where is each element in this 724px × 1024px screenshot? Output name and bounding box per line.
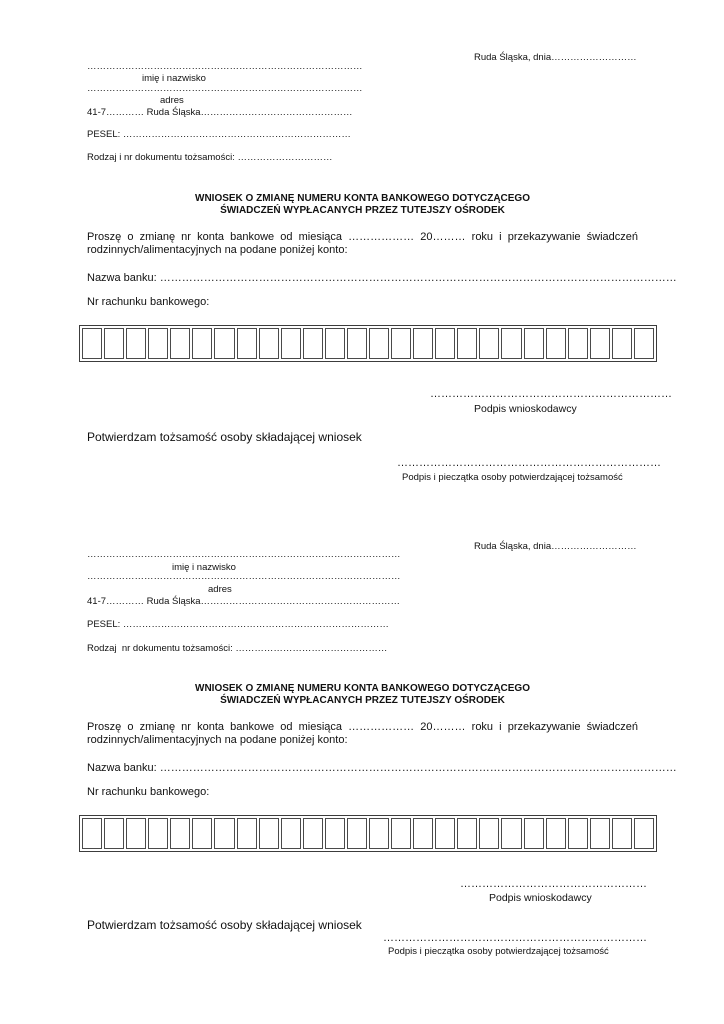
account-digit-box xyxy=(82,328,102,359)
bank-name-line: Nazwa banku: …………………………………………………………………………………………………………………………… xyxy=(87,272,677,284)
account-digit-box xyxy=(303,328,323,359)
postal-city-line: 41-7………… Ruda Śląska……………………………………………………… xyxy=(87,596,401,607)
account-digit-box xyxy=(369,818,389,849)
account-digit-box xyxy=(546,328,566,359)
account-digit-box xyxy=(259,328,279,359)
account-digit-box xyxy=(524,328,544,359)
account-digit-box xyxy=(170,818,190,849)
account-digit-box xyxy=(568,818,588,849)
account-digit-box xyxy=(634,818,654,849)
address-blank-line: …………………………………………………………………………… xyxy=(87,83,363,94)
account-digit-box xyxy=(369,328,389,359)
name-blank-line: ……………………………………………………………………………………… xyxy=(87,549,401,560)
account-digit-box xyxy=(501,818,521,849)
account-digit-box xyxy=(546,818,566,849)
account-number-grid xyxy=(79,325,657,362)
account-digit-box xyxy=(501,328,521,359)
name-caption: imię i nazwisko xyxy=(142,73,206,84)
bank-name-line: Nazwa banku: …………………………………………………………………………………………………………………………… xyxy=(87,762,677,774)
identity-confirmation-text: Potwierdzam tożsamość osoby składającej wniosek xyxy=(87,918,362,932)
account-digit-box xyxy=(479,328,499,359)
account-digit-box xyxy=(391,328,411,359)
form-title xyxy=(87,193,638,217)
address-caption: adres xyxy=(160,95,184,106)
name-blank-line: …………………………………………………………………………… xyxy=(87,61,363,72)
account-digit-box xyxy=(413,818,433,849)
account-digit-box xyxy=(126,818,146,849)
account-digit-box xyxy=(590,328,610,359)
account-digit-box xyxy=(237,328,257,359)
request-line: rodzinnych/alimentacyjnych na podane poniżej konto: xyxy=(87,733,348,746)
account-digit-box xyxy=(391,818,411,849)
account-digit-box xyxy=(192,328,212,359)
account-digit-box xyxy=(590,818,610,849)
postal-city-line: 41-7………… Ruda Śląska………………………………………… xyxy=(87,107,353,118)
account-digit-box xyxy=(325,328,345,359)
request-line: rodzinnych/alimentacyjnych na podane poniżej konto: xyxy=(87,243,348,256)
application-form-2 xyxy=(0,489,724,989)
account-digit-box xyxy=(457,328,477,359)
account-digit-box xyxy=(457,818,477,849)
account-number-grid xyxy=(79,815,657,852)
account-digit-box xyxy=(413,328,433,359)
address-caption: adres xyxy=(208,584,232,595)
account-digit-box xyxy=(568,328,588,359)
request-line: Proszę o zmianę nr konta bankowe od miesiąca ……………… 20……… roku i przekazywanie świadczeń xyxy=(87,231,638,243)
account-digit-box xyxy=(435,818,455,849)
account-digit-box xyxy=(104,328,124,359)
form-title-line: WNIOSEK O ZMIANĘ NUMERU KONTA BANKOWEGO DOTYCZĄCEGO xyxy=(195,683,530,694)
account-digit-box xyxy=(612,328,632,359)
confirmer-signature-caption: Podpis i pieczątka osoby potwierdzającej tożsamość xyxy=(402,472,623,483)
account-digit-box xyxy=(192,818,212,849)
form-title-line: ŚWIADCZEŃ WYPŁACANYCH PRZEZ TUTEJSZY OŚRODEK xyxy=(220,695,505,706)
form-title-line: WNIOSEK O ZMIANĘ NUMERU KONTA BANKOWEGO DOTYCZĄCEGO xyxy=(195,193,530,204)
confirmer-signature-caption: Podpis i pieczątka osoby potwierdzającej tożsamość xyxy=(388,946,609,957)
account-digit-box xyxy=(281,328,301,359)
applicant-signature-line: ………………………………………………………… xyxy=(430,388,672,400)
account-digit-box xyxy=(82,818,102,849)
request-paragraph xyxy=(87,231,638,256)
request-line: Proszę o zmianę nr konta bankowe od miesiąca ……………… 20……… roku i przekazywanie świadczeń xyxy=(87,721,638,733)
account-number-label: Nr rachunku bankowego: xyxy=(87,296,210,308)
account-digit-box xyxy=(259,818,279,849)
id-document-line: Rodzaj nr dokumentu tożsamości: ………………………………………… xyxy=(87,643,388,654)
account-digit-box xyxy=(612,818,632,849)
applicant-signature-caption: Podpis wnioskodawcy xyxy=(474,403,577,415)
account-digit-box xyxy=(104,818,124,849)
account-digit-box xyxy=(325,818,345,849)
place-date-line: Ruda Śląska, dnia……………………… xyxy=(474,541,637,552)
form-title-line: ŚWIADCZEŃ WYPŁACANYCH PRZEZ TUTEJSZY OŚRODEK xyxy=(220,205,505,216)
account-digit-box xyxy=(126,328,146,359)
address-blank-line: ……………………………………………………………………………………… xyxy=(87,571,401,582)
applicant-signature-line: …………………………………………… xyxy=(460,878,647,890)
account-digit-box xyxy=(347,818,367,849)
account-digit-box xyxy=(148,818,168,849)
account-number-label: Nr rachunku bankowego: xyxy=(87,786,210,798)
account-digit-box xyxy=(634,328,654,359)
account-digit-box xyxy=(524,818,544,849)
pesel-line: PESEL: ………………………………………………………………………… xyxy=(87,619,389,630)
account-digit-box xyxy=(479,818,499,849)
account-digit-box xyxy=(148,328,168,359)
place-date-line: Ruda Śląska, dnia……………………… xyxy=(474,52,637,63)
identity-confirmation-text: Potwierdzam tożsamość osoby składającej wniosek xyxy=(87,430,362,444)
account-digit-box xyxy=(347,328,367,359)
account-digit-box xyxy=(435,328,455,359)
confirmer-signature-line: ……………………………………………………………… xyxy=(397,457,661,469)
account-digit-box xyxy=(170,328,190,359)
id-document-line: Rodzaj i nr dokumentu tożsamości: ………………………… xyxy=(87,152,333,163)
applicant-signature-caption: Podpis wnioskodawcy xyxy=(489,892,592,904)
confirmer-signature-line: ……………………………………………………………… xyxy=(383,932,647,944)
request-paragraph xyxy=(87,721,638,746)
account-digit-box xyxy=(281,818,301,849)
account-digit-box xyxy=(237,818,257,849)
account-digit-box xyxy=(303,818,323,849)
name-caption: imię i nazwisko xyxy=(172,562,236,573)
account-digit-box xyxy=(214,818,234,849)
account-digit-box xyxy=(214,328,234,359)
application-form-1 xyxy=(0,0,724,500)
form-title xyxy=(87,683,638,707)
pesel-line: PESEL: ……………………………………………………………… xyxy=(87,129,351,140)
